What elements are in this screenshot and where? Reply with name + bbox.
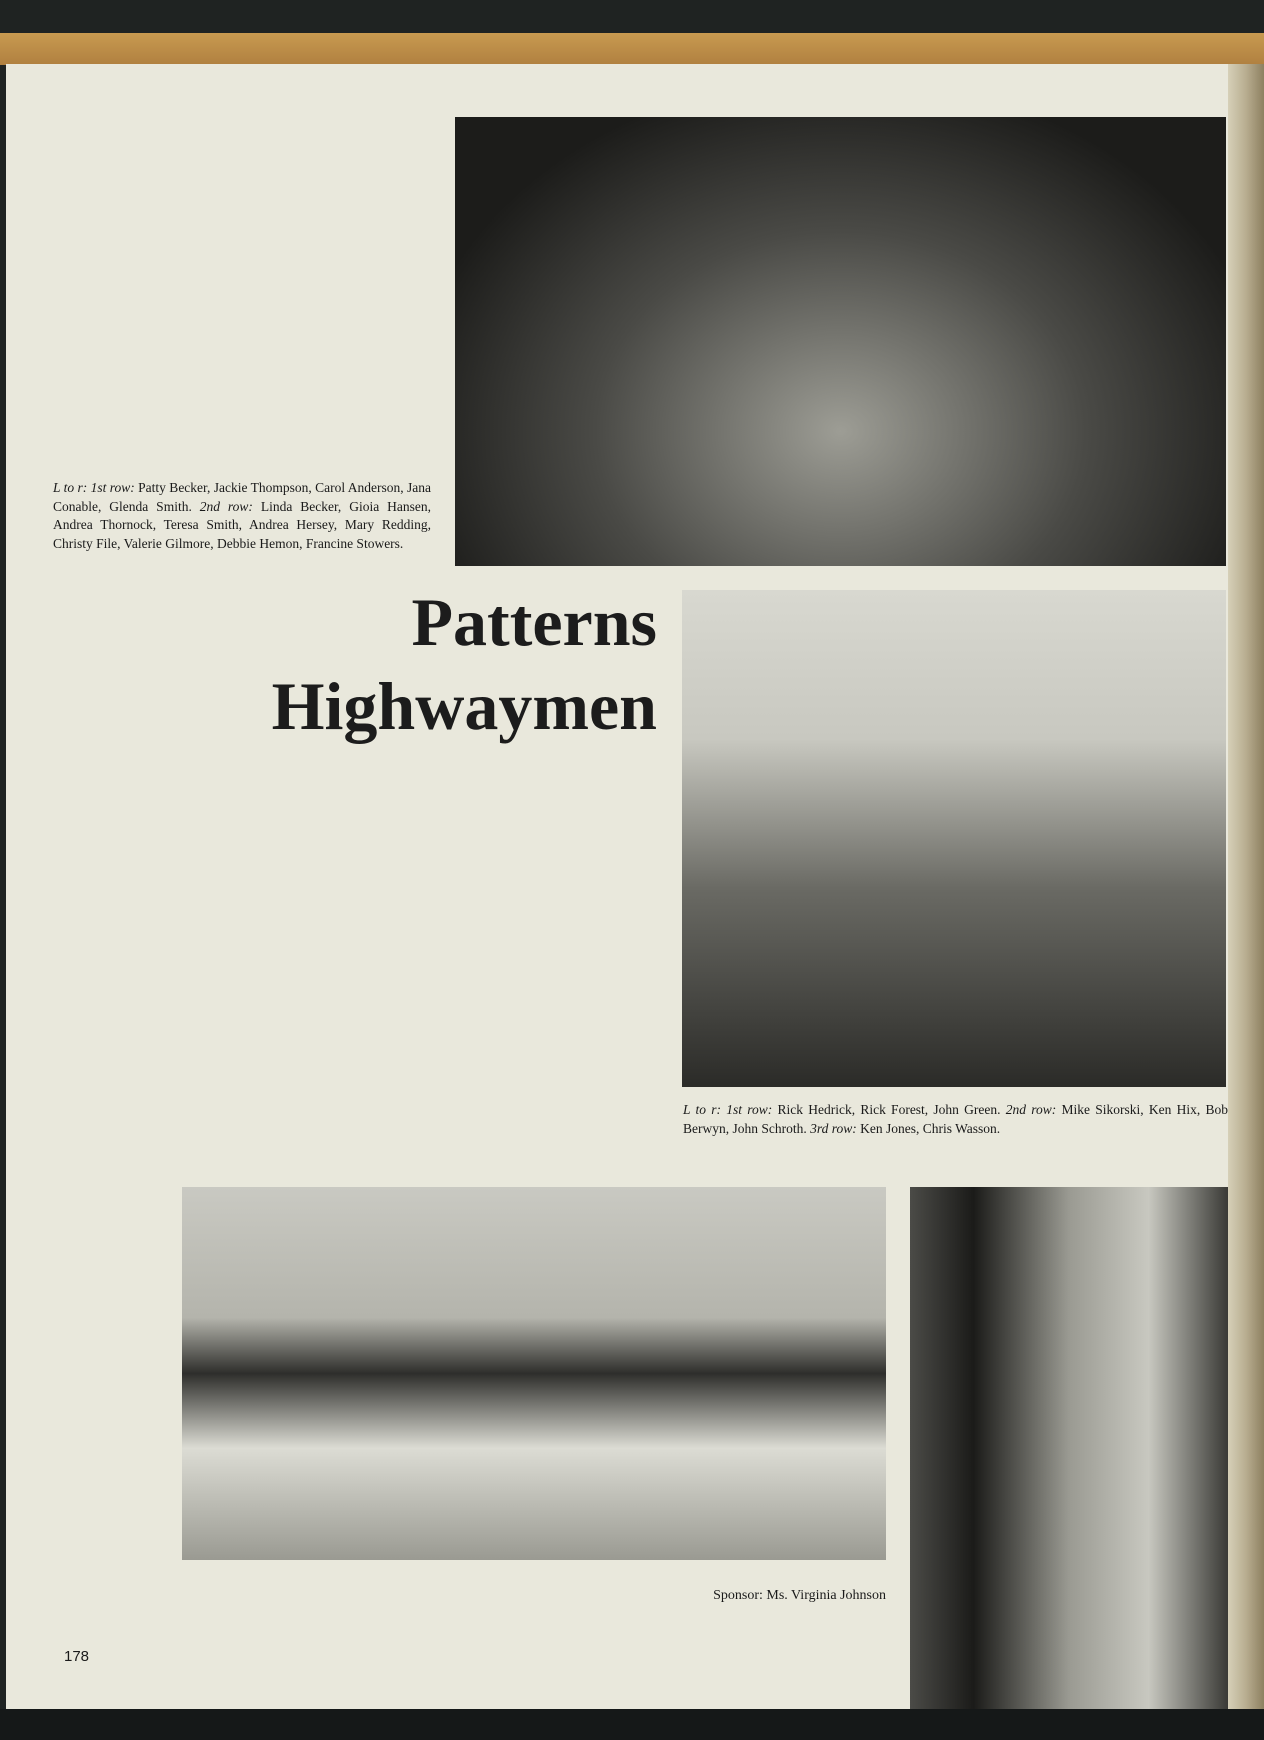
choir-audience-photo bbox=[182, 1187, 886, 1560]
title-line2: Highwaymen bbox=[271, 668, 657, 744]
caption-lead: L to r: 1st row: bbox=[683, 1102, 773, 1117]
highwaymen-caption bbox=[683, 1101, 1228, 1138]
caption-row1: Patty Becker, Jackie Thompson, Carol Anderson, Jana Conable, Glenda Smith. bbox=[53, 480, 431, 514]
page-title bbox=[200, 580, 657, 748]
caption-row3-label: 3rd row: bbox=[810, 1120, 857, 1136]
scan-border bbox=[0, 1709, 1264, 1740]
patterns-group-photo bbox=[455, 117, 1226, 566]
book-binding bbox=[0, 33, 1264, 65]
sponsor-caption: Sponsor: Ms. Virginia Johnson bbox=[713, 1588, 886, 1603]
caption-row2: Linda Becker, Gioia Hansen, Andrea Thornock, Teresa Smith, Andrea Hersey, Mary Redding, Christy File, Valerie Gilmore, Debbie Hemon, Francine Stowers. bbox=[53, 498, 431, 551]
patterns-caption bbox=[53, 479, 431, 553]
caption-row2: Mike Sikorski, Ken Hix, Bob Berwyn, John Schroth. bbox=[683, 1102, 1228, 1136]
title-line1: Patterns bbox=[411, 584, 657, 660]
caption-row1: Rick Hedrick, Rick Forest, John Green. bbox=[772, 1102, 1006, 1117]
caption-row2-label: 2nd row: bbox=[199, 498, 253, 514]
page-number: 178 bbox=[64, 1648, 90, 1665]
caption-lead: L to r: 1st row: bbox=[53, 480, 135, 495]
highwaymen-group-photo bbox=[682, 590, 1226, 1087]
page-edge bbox=[1228, 64, 1264, 1709]
sponsor-photo bbox=[910, 1187, 1228, 1709]
caption-row3: Ken Jones, Chris Wasson. bbox=[856, 1120, 1001, 1136]
caption-row2-label: 2nd row: bbox=[1005, 1102, 1057, 1117]
